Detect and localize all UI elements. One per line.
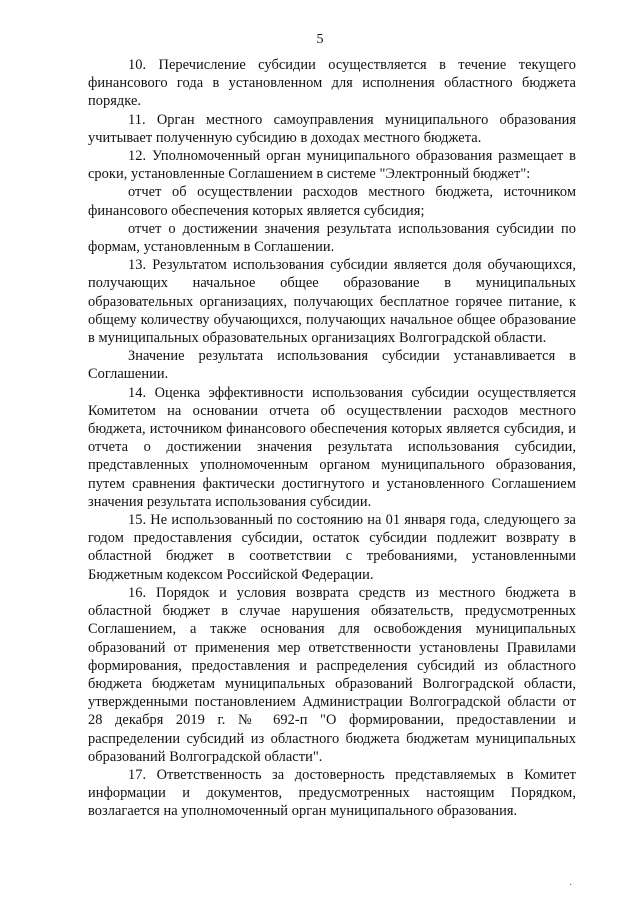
paragraph-12: 12. Уполномоченный орган муниципального образования размещает в сроки, установленные Соглашением в системе "Электронный бюджет": <box>88 148 576 183</box>
paragraph-13: 13. Результатом использования субсидии является доля обучающихся, получающих начальное общее образование в муниципальных образовательных организациях, получающих бесплатное горячее питание, к общему количеству обучающихся, получающих начальное общее образование в муниципальных образовательных организациях Волгоградской области. <box>88 257 576 347</box>
paragraph-13-continuation: Значение результата использования субсидии устанавливается в Соглашении. <box>88 348 576 383</box>
paragraph-10: 10. Перечисление субсидии осуществляется в течение текущего финансового года в установленном для исполнения областного бюджета порядке. <box>88 57 576 110</box>
document-body <box>88 56 576 821</box>
paragraph-14: 14. Оценка эффективности использования субсидии осуществляется Комитетом на основании отчета об осуществлении расходов местного бюджета, источником финансового обеспечения которых является субсидия, и отчета о достижении значения результата использования субсидии, представленных уполномоченным органом муниципального образования, путем сравнения фактически достигнутого и установленного Соглашением значения результата использования субсидии. <box>88 384 576 510</box>
paragraph-12-item-1: отчет об осуществлении расходов местного бюджета, источником финансового обеспечения которых является субсидия; <box>88 184 576 219</box>
paragraph-11: 11. Орган местного самоуправления муниципального образования учитывает полученную субсидию в доходах местного бюджета. <box>88 111 576 146</box>
paragraph-17: 17. Ответственность за достоверность представляемых в Комитет информации и документов, предусмотренных настоящим Порядком, возлагается на уполномоченный орган муниципального образования. <box>88 766 576 820</box>
page-number: 5 <box>316 32 324 47</box>
paragraph-15: 15. Не использованный по состоянию на 01 января года, следующего за годом предоставления субсидии, остаток субсидии подлежит возврату в областной бюджет в соответствии с требованиями, установленными Бюджетным кодексом Российской Федерации. <box>88 512 576 583</box>
paragraph-12-item-2: отчет о достижении значения результата использования субсидии по формам, установленным в Соглашении. <box>88 220 576 256</box>
corner-mark: . <box>569 877 572 888</box>
paragraph-16: 16. Порядок и условия возврата средств из местного бюджета в областной бюджет в случае нарушения обязательств, предусмотренных Соглашением, а также основания для освобождения муниципальных образований от применения мер ответственности установлены Правилами формирования, предоставления и распределения субсидий из областного бюджета бюджетам муниципальных образований Волгоградской области, утвержденными постановлением Администрации Волгоградской области от 28 декабря 2019 г. № 692-п "О формировании, предоставлении и распределении субсидий из областного бюджета бюджетам муниципальных образований Волгоградской области". <box>88 584 576 765</box>
